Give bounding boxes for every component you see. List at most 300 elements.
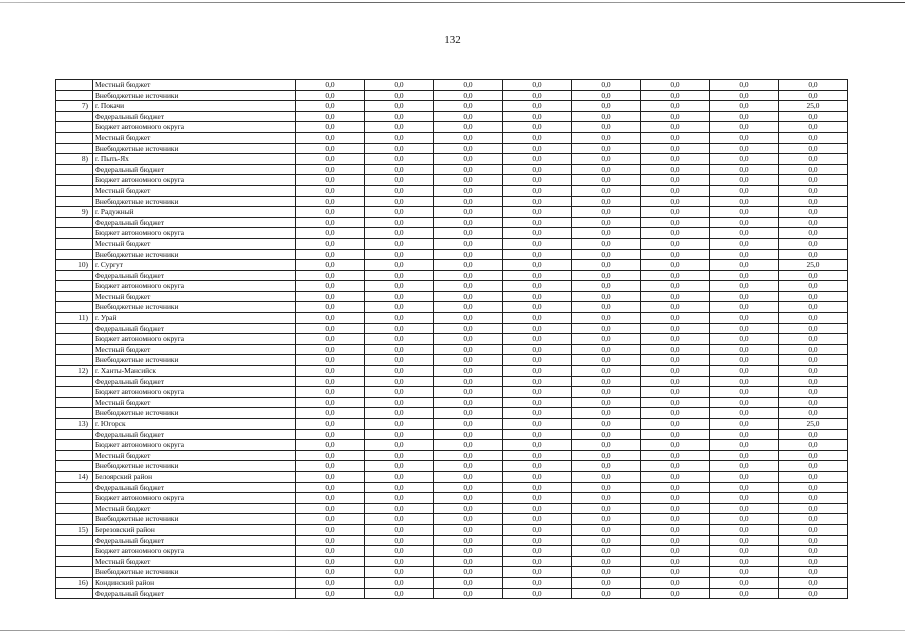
value-cell: 0,0: [296, 419, 365, 430]
table-row: [56, 291, 848, 302]
value-cell: 0,0: [710, 154, 779, 165]
scan-top-edge: [0, 2, 905, 3]
value-cell: 0,0: [641, 366, 710, 377]
value-cell: 0,0: [296, 217, 365, 228]
row-number-cell: 14): [56, 471, 93, 482]
value-cell: 0,0: [503, 577, 572, 588]
row-number-cell: [56, 281, 93, 292]
value-cell: 0,0: [779, 408, 848, 419]
table-row: [56, 387, 848, 398]
value-cell: 0,0: [710, 503, 779, 514]
table-body: [56, 80, 848, 599]
value-cell: 0,0: [641, 588, 710, 599]
table-row: [56, 577, 848, 588]
value-cell: 0,0: [779, 461, 848, 472]
value-cell: 0,0: [572, 175, 641, 186]
value-cell: 0,0: [641, 154, 710, 165]
value-cell: 0,0: [503, 546, 572, 557]
row-number-cell: [56, 567, 93, 578]
table-row: [56, 524, 848, 535]
row-label-cell: Внебюджетные источники: [93, 196, 296, 207]
value-cell: 0,0: [434, 323, 503, 334]
value-cell: 0,0: [296, 376, 365, 387]
value-cell: 0,0: [641, 323, 710, 334]
value-cell: 0,0: [296, 461, 365, 472]
value-cell: 0,0: [503, 302, 572, 313]
value-cell: 0,0: [641, 175, 710, 186]
row-number-cell: [56, 196, 93, 207]
value-cell: 0,0: [572, 546, 641, 557]
value-cell: 0,0: [503, 471, 572, 482]
value-cell: 0,0: [779, 535, 848, 546]
value-cell: 0,0: [503, 122, 572, 133]
table-row: [56, 207, 848, 218]
value-cell: 0,0: [710, 90, 779, 101]
value-cell: 25,0: [779, 101, 848, 112]
value-cell: 0,0: [503, 323, 572, 334]
value-cell: 0,0: [779, 577, 848, 588]
value-cell: 0,0: [710, 493, 779, 504]
value-cell: 0,0: [779, 344, 848, 355]
value-cell: 0,0: [572, 228, 641, 239]
row-number-cell: [56, 334, 93, 345]
table-row: [56, 535, 848, 546]
row-label-cell: Местный бюджет: [93, 132, 296, 143]
row-number-cell: 12): [56, 366, 93, 377]
value-cell: 0,0: [503, 408, 572, 419]
row-number-cell: [56, 450, 93, 461]
value-cell: 0,0: [779, 249, 848, 260]
value-cell: 0,0: [365, 164, 434, 175]
value-cell: 0,0: [641, 429, 710, 440]
value-cell: 0,0: [503, 196, 572, 207]
value-cell: 0,0: [365, 482, 434, 493]
value-cell: 0,0: [641, 419, 710, 430]
value-cell: 0,0: [710, 122, 779, 133]
value-cell: 0,0: [710, 524, 779, 535]
row-number-cell: [56, 111, 93, 122]
row-label-cell: Федеральный бюджет: [93, 376, 296, 387]
value-cell: 0,0: [779, 514, 848, 525]
value-cell: 0,0: [434, 408, 503, 419]
row-number-cell: [56, 408, 93, 419]
value-cell: 0,0: [572, 514, 641, 525]
value-cell: 0,0: [365, 366, 434, 377]
table-row: [56, 80, 848, 91]
value-cell: 0,0: [641, 132, 710, 143]
value-cell: 0,0: [296, 238, 365, 249]
value-cell: 0,0: [296, 355, 365, 366]
table-row: [56, 344, 848, 355]
value-cell: 0,0: [572, 387, 641, 398]
value-cell: 0,0: [365, 556, 434, 567]
value-cell: 0,0: [434, 588, 503, 599]
row-label-cell: Местный бюджет: [93, 503, 296, 514]
value-cell: 0,0: [779, 238, 848, 249]
value-cell: 0,0: [572, 185, 641, 196]
value-cell: 0,0: [503, 154, 572, 165]
value-cell: 0,0: [503, 90, 572, 101]
value-cell: 0,0: [434, 493, 503, 504]
value-cell: 0,0: [779, 397, 848, 408]
value-cell: 0,0: [434, 429, 503, 440]
value-cell: 0,0: [710, 546, 779, 557]
value-cell: 0,0: [779, 546, 848, 557]
value-cell: 0,0: [434, 344, 503, 355]
table-row: [56, 281, 848, 292]
value-cell: 0,0: [779, 556, 848, 567]
row-number-cell: [56, 535, 93, 546]
value-cell: 0,0: [572, 249, 641, 260]
value-cell: 0,0: [710, 164, 779, 175]
value-cell: 0,0: [434, 514, 503, 525]
table-row: [56, 567, 848, 578]
table-row: [56, 143, 848, 154]
value-cell: 0,0: [779, 429, 848, 440]
value-cell: 0,0: [641, 387, 710, 398]
value-cell: 0,0: [296, 132, 365, 143]
value-cell: 0,0: [572, 524, 641, 535]
value-cell: 0,0: [503, 567, 572, 578]
value-cell: 0,0: [365, 440, 434, 451]
value-cell: 0,0: [434, 461, 503, 472]
value-cell: 0,0: [641, 90, 710, 101]
value-cell: 0,0: [296, 344, 365, 355]
value-cell: 0,0: [503, 164, 572, 175]
value-cell: 0,0: [641, 567, 710, 578]
value-cell: 0,0: [641, 249, 710, 260]
value-cell: 0,0: [503, 503, 572, 514]
value-cell: 0,0: [779, 493, 848, 504]
value-cell: 0,0: [503, 524, 572, 535]
value-cell: 0,0: [779, 588, 848, 599]
value-cell: 0,0: [296, 270, 365, 281]
value-cell: 0,0: [641, 524, 710, 535]
value-cell: 0,0: [572, 376, 641, 387]
value-cell: 0,0: [434, 567, 503, 578]
value-cell: 0,0: [296, 450, 365, 461]
value-cell: 0,0: [503, 397, 572, 408]
value-cell: 0,0: [710, 387, 779, 398]
row-label-cell: Местный бюджет: [93, 238, 296, 249]
value-cell: 0,0: [365, 493, 434, 504]
table-row: [56, 323, 848, 334]
value-cell: 0,0: [641, 514, 710, 525]
value-cell: 0,0: [710, 185, 779, 196]
value-cell: 0,0: [434, 101, 503, 112]
row-label-cell: Внебюджетные источники: [93, 514, 296, 525]
value-cell: 0,0: [641, 450, 710, 461]
row-label-cell: Местный бюджет: [93, 450, 296, 461]
value-cell: 0,0: [434, 260, 503, 271]
value-cell: 0,0: [710, 408, 779, 419]
value-cell: 0,0: [434, 355, 503, 366]
value-cell: 0,0: [503, 175, 572, 186]
value-cell: 0,0: [572, 323, 641, 334]
value-cell: 0,0: [365, 122, 434, 133]
value-cell: 0,0: [572, 291, 641, 302]
value-cell: 0,0: [365, 355, 434, 366]
value-cell: 0,0: [296, 588, 365, 599]
value-cell: 0,0: [296, 143, 365, 154]
row-label-cell: Внебюджетные источники: [93, 355, 296, 366]
row-label-cell: Бюджет автономного округа: [93, 175, 296, 186]
value-cell: 0,0: [296, 185, 365, 196]
value-cell: 0,0: [296, 503, 365, 514]
value-cell: 0,0: [572, 567, 641, 578]
value-cell: 0,0: [503, 355, 572, 366]
row-number-cell: [56, 503, 93, 514]
value-cell: 0,0: [779, 154, 848, 165]
value-cell: 0,0: [572, 535, 641, 546]
value-cell: 0,0: [503, 482, 572, 493]
value-cell: 0,0: [710, 281, 779, 292]
value-cell: 0,0: [365, 524, 434, 535]
row-number-cell: 11): [56, 313, 93, 324]
value-cell: 0,0: [710, 217, 779, 228]
value-cell: 0,0: [434, 207, 503, 218]
value-cell: 0,0: [572, 493, 641, 504]
value-cell: 0,0: [779, 440, 848, 451]
row-label-cell: Местный бюджет: [93, 291, 296, 302]
value-cell: 0,0: [434, 482, 503, 493]
value-cell: 0,0: [365, 207, 434, 218]
value-cell: 0,0: [641, 397, 710, 408]
row-number-cell: 8): [56, 154, 93, 165]
value-cell: 0,0: [779, 207, 848, 218]
value-cell: 0,0: [641, 334, 710, 345]
row-label-cell: Федеральный бюджет: [93, 429, 296, 440]
value-cell: 0,0: [434, 291, 503, 302]
table-row: [56, 270, 848, 281]
value-cell: 0,0: [710, 376, 779, 387]
row-number-cell: [56, 143, 93, 154]
value-cell: 0,0: [710, 344, 779, 355]
value-cell: 0,0: [710, 313, 779, 324]
value-cell: 0,0: [365, 101, 434, 112]
value-cell: 0,0: [296, 281, 365, 292]
value-cell: 0,0: [779, 143, 848, 154]
table-row: [56, 376, 848, 387]
value-cell: 0,0: [296, 196, 365, 207]
value-cell: 0,0: [641, 111, 710, 122]
value-cell: 0,0: [641, 207, 710, 218]
value-cell: 0,0: [365, 185, 434, 196]
row-number-cell: [56, 164, 93, 175]
row-label-cell: Федеральный бюджет: [93, 323, 296, 334]
value-cell: 0,0: [779, 387, 848, 398]
value-cell: 0,0: [503, 440, 572, 451]
value-cell: 0,0: [365, 503, 434, 514]
value-cell: 0,0: [434, 185, 503, 196]
row-number-cell: 15): [56, 524, 93, 535]
value-cell: 0,0: [572, 461, 641, 472]
value-cell: 0,0: [572, 419, 641, 430]
row-label-cell: Белоярский район: [93, 471, 296, 482]
value-cell: 0,0: [779, 281, 848, 292]
value-cell: 0,0: [365, 238, 434, 249]
value-cell: 0,0: [710, 588, 779, 599]
value-cell: 0,0: [779, 122, 848, 133]
row-label-cell: г. Югорск: [93, 419, 296, 430]
value-cell: 0,0: [296, 291, 365, 302]
table-row: [56, 175, 848, 186]
value-cell: 0,0: [434, 503, 503, 514]
value-cell: 0,0: [503, 228, 572, 239]
value-cell: 0,0: [641, 270, 710, 281]
row-label-cell: Местный бюджет: [93, 185, 296, 196]
row-label-cell: Внебюджетные источники: [93, 143, 296, 154]
value-cell: 0,0: [779, 90, 848, 101]
value-cell: 0,0: [779, 524, 848, 535]
value-cell: 0,0: [641, 164, 710, 175]
value-cell: 0,0: [641, 80, 710, 91]
row-label-cell: Федеральный бюджет: [93, 535, 296, 546]
value-cell: 0,0: [365, 334, 434, 345]
table-row: [56, 588, 848, 599]
value-cell: 0,0: [503, 376, 572, 387]
value-cell: 0,0: [365, 546, 434, 557]
value-cell: 0,0: [365, 143, 434, 154]
value-cell: 0,0: [572, 450, 641, 461]
value-cell: 0,0: [641, 461, 710, 472]
value-cell: 0,0: [434, 164, 503, 175]
value-cell: 0,0: [434, 302, 503, 313]
value-cell: 0,0: [296, 493, 365, 504]
row-number-cell: [56, 270, 93, 281]
value-cell: 0,0: [710, 397, 779, 408]
value-cell: 0,0: [365, 217, 434, 228]
value-cell: 0,0: [710, 260, 779, 271]
table-row: [56, 196, 848, 207]
table-row: [56, 450, 848, 461]
row-number-cell: [56, 175, 93, 186]
value-cell: 0,0: [641, 122, 710, 133]
value-cell: 0,0: [572, 217, 641, 228]
value-cell: 0,0: [710, 101, 779, 112]
value-cell: 0,0: [641, 228, 710, 239]
row-number-cell: [56, 344, 93, 355]
value-cell: 0,0: [710, 440, 779, 451]
value-cell: 0,0: [365, 577, 434, 588]
value-cell: 0,0: [641, 376, 710, 387]
value-cell: 0,0: [641, 143, 710, 154]
value-cell: 0,0: [434, 535, 503, 546]
value-cell: 0,0: [296, 313, 365, 324]
value-cell: 0,0: [503, 461, 572, 472]
value-cell: 0,0: [641, 196, 710, 207]
value-cell: 0,0: [296, 567, 365, 578]
row-label-cell: Местный бюджет: [93, 80, 296, 91]
value-cell: 0,0: [779, 164, 848, 175]
value-cell: 0,0: [779, 450, 848, 461]
row-number-cell: [56, 482, 93, 493]
value-cell: 0,0: [641, 260, 710, 271]
value-cell: 0,0: [641, 546, 710, 557]
value-cell: 0,0: [710, 143, 779, 154]
value-cell: 0,0: [779, 355, 848, 366]
value-cell: 0,0: [641, 577, 710, 588]
row-number-cell: [56, 514, 93, 525]
value-cell: 0,0: [296, 408, 365, 419]
value-cell: 0,0: [572, 577, 641, 588]
value-cell: 0,0: [710, 471, 779, 482]
value-cell: 0,0: [779, 482, 848, 493]
table-row: [56, 217, 848, 228]
value-cell: 0,0: [641, 344, 710, 355]
row-label-cell: г. Покачи: [93, 101, 296, 112]
row-label-cell: Федеральный бюджет: [93, 588, 296, 599]
value-cell: 0,0: [296, 556, 365, 567]
value-cell: 0,0: [503, 143, 572, 154]
value-cell: 0,0: [365, 397, 434, 408]
value-cell: 0,0: [365, 471, 434, 482]
value-cell: 0,0: [365, 408, 434, 419]
value-cell: 0,0: [434, 366, 503, 377]
value-cell: 0,0: [779, 366, 848, 377]
value-cell: 0,0: [365, 535, 434, 546]
value-cell: 0,0: [434, 122, 503, 133]
value-cell: 25,0: [779, 260, 848, 271]
value-cell: 0,0: [365, 514, 434, 525]
value-cell: 25,0: [779, 419, 848, 430]
value-cell: 0,0: [503, 260, 572, 271]
table-row: [56, 260, 848, 271]
row-label-cell: Федеральный бюджет: [93, 217, 296, 228]
row-label-cell: Федеральный бюджет: [93, 111, 296, 122]
row-label-cell: Бюджет автономного округа: [93, 122, 296, 133]
value-cell: 0,0: [296, 397, 365, 408]
value-cell: 0,0: [779, 503, 848, 514]
value-cell: 0,0: [710, 323, 779, 334]
row-label-cell: Бюджет автономного округа: [93, 440, 296, 451]
table-row: [56, 228, 848, 239]
value-cell: 0,0: [365, 450, 434, 461]
value-cell: 0,0: [503, 238, 572, 249]
value-cell: 0,0: [365, 419, 434, 430]
value-cell: 0,0: [710, 291, 779, 302]
value-cell: 0,0: [434, 387, 503, 398]
value-cell: 0,0: [365, 80, 434, 91]
row-number-cell: [56, 376, 93, 387]
value-cell: 0,0: [365, 281, 434, 292]
row-number-cell: [56, 132, 93, 143]
value-cell: 0,0: [434, 80, 503, 91]
value-cell: 0,0: [710, 514, 779, 525]
value-cell: 0,0: [503, 429, 572, 440]
value-cell: 0,0: [503, 207, 572, 218]
value-cell: 0,0: [365, 387, 434, 398]
value-cell: 0,0: [641, 313, 710, 324]
value-cell: 0,0: [779, 334, 848, 345]
table-row: [56, 461, 848, 472]
value-cell: 0,0: [296, 334, 365, 345]
value-cell: 0,0: [365, 323, 434, 334]
row-label-cell: Федеральный бюджет: [93, 482, 296, 493]
value-cell: 0,0: [641, 217, 710, 228]
value-cell: 0,0: [503, 450, 572, 461]
row-label-cell: Бюджет автономного округа: [93, 281, 296, 292]
value-cell: 0,0: [503, 344, 572, 355]
row-number-cell: [56, 80, 93, 91]
value-cell: 0,0: [779, 471, 848, 482]
row-label-cell: Федеральный бюджет: [93, 270, 296, 281]
value-cell: 0,0: [503, 493, 572, 504]
row-label-cell: Внебюджетные источники: [93, 249, 296, 260]
row-label-cell: Внебюджетные источники: [93, 302, 296, 313]
table-row: [56, 122, 848, 133]
row-label-cell: Бюджет автономного округа: [93, 546, 296, 557]
